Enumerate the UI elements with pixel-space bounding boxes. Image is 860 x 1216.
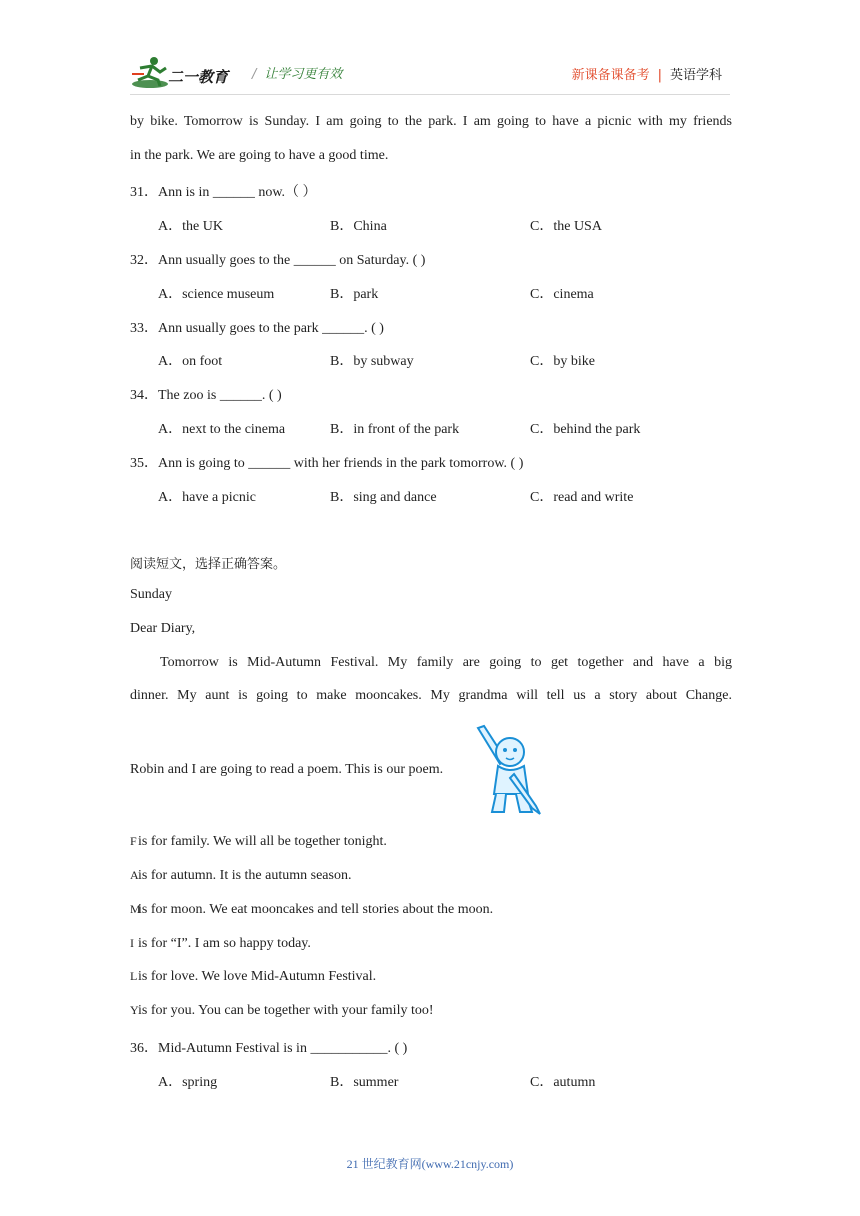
poem-letter: A: [130, 868, 139, 882]
option-33-c[interactable]: C．by bike: [530, 354, 595, 369]
poem-letter: M: [130, 902, 141, 916]
slogan: / 让学习更有效: [252, 67, 343, 82]
passage-line: by bike. Tomorrow is Sunday. I am going to the park. I am going to have a picnic with my friends: [130, 114, 732, 129]
question-34: 34．The zoo is ______. ( ): [130, 388, 282, 403]
passage-line: in the park. We are going to have a good time.: [130, 148, 389, 163]
boy-with-pen-illustration: [470, 724, 546, 818]
option-36-b[interactable]: B．summer: [330, 1075, 399, 1090]
option-35-b[interactable]: B．sing and dance: [330, 490, 437, 505]
poem-line-m: Mis for moon. We eat mooncakes and tell stories about the moon.: [130, 902, 494, 917]
poem-line-l: Lis for love. We love Mid-Autumn Festival.: [130, 969, 377, 984]
option-31-a[interactable]: A．the UK: [158, 219, 223, 234]
question-36: 36．Mid-Autumn Festival is in ___________. ( ): [130, 1041, 408, 1056]
poem-line-y: Yis for you. You can be together with your family too!: [130, 1003, 434, 1018]
option-34-c[interactable]: C．behind the park: [530, 422, 641, 437]
option-33-b[interactable]: B．by subway: [330, 354, 414, 369]
header-subject: [572, 64, 722, 83]
option-35-c[interactable]: C．read and write: [530, 490, 634, 505]
poem-letter: F: [130, 834, 137, 848]
logo-text: 二一教育: [168, 69, 229, 86]
option-35-a[interactable]: A．have a picnic: [158, 490, 256, 505]
option-36-a[interactable]: A．spring: [158, 1075, 218, 1090]
poem-letter: Y: [130, 1003, 139, 1017]
option-34-b[interactable]: B．in front of the park: [330, 422, 460, 437]
header-subject-label: 英语学科: [669, 68, 722, 83]
option-33-a[interactable]: A．on foot: [158, 354, 223, 369]
diary-paragraph-line: dinner. My aunt is going to make mooncakes. My grandma will tell us a story about Change.: [130, 688, 732, 703]
option-31-c[interactable]: C．the USA: [530, 219, 602, 234]
option-32-c[interactable]: C．cinema: [530, 287, 594, 302]
diary-greeting: Dear Diary,: [130, 621, 196, 636]
option-36-c[interactable]: C．autumn: [530, 1075, 596, 1090]
question-33: 33．Ann usually goes to the park ______. ( ): [130, 321, 384, 336]
option-32-b[interactable]: B．park: [330, 287, 379, 302]
poem-line-f: Fis for family. We will all be together tonight.: [130, 834, 387, 849]
poem-line-a: Ais for autumn. It is the autumn season.: [130, 868, 352, 883]
page-footer: 21 世纪教育网(www.21cnjy.com): [346, 1157, 514, 1171]
poem-letter: I: [130, 936, 134, 950]
diary-paragraph-line: Robin and I are going to read a poem. This is our poem.: [130, 762, 444, 777]
option-34-a[interactable]: A．next to the cinema: [158, 422, 286, 437]
header-title: 新课备课备考: [571, 68, 650, 83]
diary-paragraph-line: Tomorrow is Mid-Autumn Festival. My family are going to get together and have a big: [160, 655, 732, 670]
question-32: 32．Ann usually goes to the ______ on Saturday. ( ): [130, 253, 426, 268]
diary-day: Sunday: [130, 587, 172, 602]
reading-instruction: 阅读短文，选择正确答案。: [130, 557, 287, 572]
header-separator: |: [657, 68, 662, 83]
poem-line-i: I is for “I”. I am so happy today.: [130, 936, 311, 951]
option-32-a[interactable]: A．science museum: [158, 287, 275, 302]
poem-letter: L: [130, 969, 138, 983]
question-35: 35．Ann is going to ______ with her friends in the park tomorrow. ( ): [130, 456, 524, 471]
page-header: [130, 54, 730, 95]
option-31-b[interactable]: B．China: [330, 219, 387, 234]
question-31: 31．Ann is in ______ now.（ ）: [130, 185, 317, 200]
